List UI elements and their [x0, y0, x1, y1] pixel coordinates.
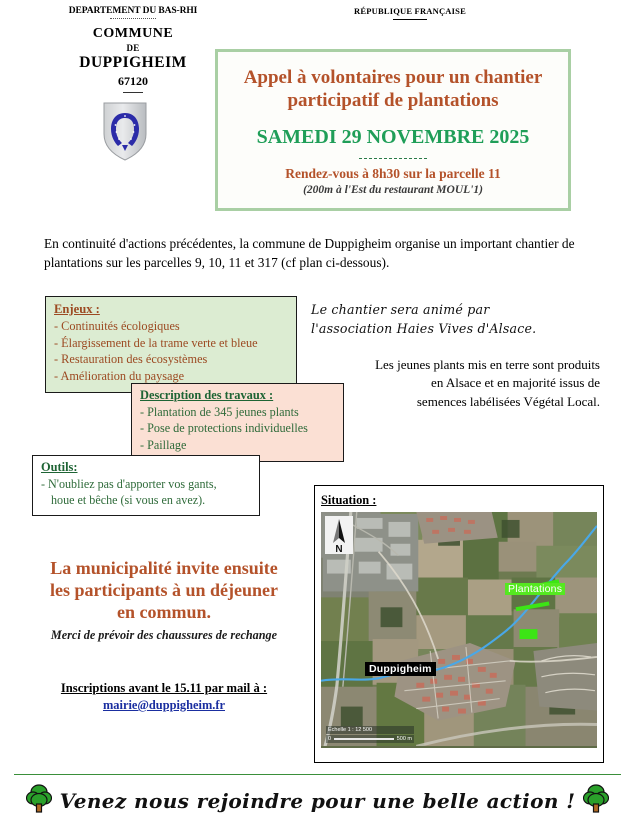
map-label-plantations: Plantations [505, 583, 565, 595]
outils-line-1: - N'oubliez pas d'apporter vos gants, [41, 477, 217, 491]
department-name: DEPARTEMENT DU BAS-RHI [68, 6, 198, 16]
footer-divider [14, 774, 621, 775]
footer-banner [14, 779, 621, 823]
description-item: - Pose de protections individuelles [140, 421, 308, 436]
announcement-meeting-detail: (200m à l'Est du restaurant MOUL'1) [303, 184, 483, 197]
commune-name: DUPPIGHEIM [79, 54, 187, 71]
map-satellite-image [321, 512, 597, 746]
map-scale-bar [326, 726, 414, 743]
announcement-date: SAMEDI 29 NOVEMBRE 2025 [256, 126, 530, 149]
association-note-line1: Le chantier sera animé par [311, 302, 490, 317]
inscriptions-label: Inscriptions avant le 15.11 par mail à : [60, 681, 268, 695]
map-scale-line [334, 738, 394, 740]
inscriptions-block [18, 681, 310, 714]
association-note [311, 301, 599, 339]
intro-paragraph: En continuité d'actions précédentes, la commune de Duppigheim organise un important chantier de plantations sur les parcelles 9, 10, 11 et 317 (cf plan ci-dessous). [44, 236, 575, 271]
situation-box [314, 485, 604, 763]
map-scale-start: 0 [328, 736, 332, 742]
inscriptions-email-link[interactable]: mairie@duppigheim.fr [102, 698, 225, 712]
enjeux-item: - Restauration des écosystèmes [54, 352, 208, 367]
description-travaux-box [131, 383, 344, 462]
invite-subtitle: Merci de prévoir des chaussures de rechange [50, 627, 278, 642]
commune-word: COMMUNE [92, 26, 174, 41]
map-scale-end: 500 m [396, 736, 412, 742]
enjeux-item: - Amélioration du paysage [54, 369, 185, 384]
commune-postal-code: 67120 [118, 74, 148, 88]
invite-line-2: les participants à un déjeuner [49, 579, 278, 600]
north-label: N [335, 544, 343, 554]
outils-line-2: houe et bêche (si vous en avez). [51, 493, 206, 508]
description-item: - Paillage [140, 437, 187, 452]
plants-origin-note [316, 356, 600, 411]
invite-line-1: La municipalité invite ensuite [50, 558, 278, 578]
situation-map[interactable] [321, 512, 597, 748]
municipality-invite-block [18, 558, 310, 643]
enjeux-item: - Continuités écologiques [54, 319, 180, 333]
situation-title: Situation : [321, 493, 377, 507]
enjeux-item: - Élargissement de la trame verte et bleue [54, 335, 258, 350]
map-scale-text: Échelle 1 : 12 500 [326, 726, 414, 734]
plants-note-line1: Les jeunes plants mis en terre sont produits [375, 357, 600, 372]
republic-divider [393, 19, 427, 20]
republic-header [300, 6, 520, 20]
coat-of-arms-shield-icon [101, 101, 149, 163]
header-divider-dotted [110, 18, 156, 19]
footer-text: Venez nous rejoindre pour une belle action ! [59, 789, 576, 813]
outils-title: Outils: [41, 460, 78, 474]
description-title: Description des travaux : [140, 388, 274, 402]
enjeux-box [45, 296, 297, 393]
enjeux-title: Enjeux : [54, 302, 100, 316]
announcement-separator [359, 158, 427, 159]
announcement-title-line1: Appel à volontaires pour un chantier [243, 67, 543, 88]
map-label-duppigheim: Duppigheim [365, 662, 436, 676]
invite-line-3: en commun. [117, 601, 211, 622]
north-arrow-icon [325, 516, 353, 554]
outils-box [32, 455, 260, 516]
header-divider-short [123, 92, 143, 93]
description-item: - Plantation de 345 jeunes plants [140, 405, 299, 419]
announcement-title-line2: participatif de plantations [287, 90, 499, 112]
republic-name: RÉPUBLIQUE FRANÇAISE [354, 6, 466, 16]
association-note-line2: l'association Haies Vives d'Alsace. [311, 320, 537, 336]
plants-note-line3: semences labélisées Végétal Local. [416, 393, 600, 409]
commune-header [28, 6, 238, 95]
tree-icon [583, 784, 609, 819]
plants-note-line2: en Alsace et en majorité issus de [431, 375, 600, 391]
announcement-box [215, 49, 571, 211]
tree-icon [26, 784, 52, 819]
announcement-meeting-point: Rendez-vous à 8h30 sur la parcelle 11 [285, 166, 501, 182]
commune-de: DE [126, 43, 140, 53]
